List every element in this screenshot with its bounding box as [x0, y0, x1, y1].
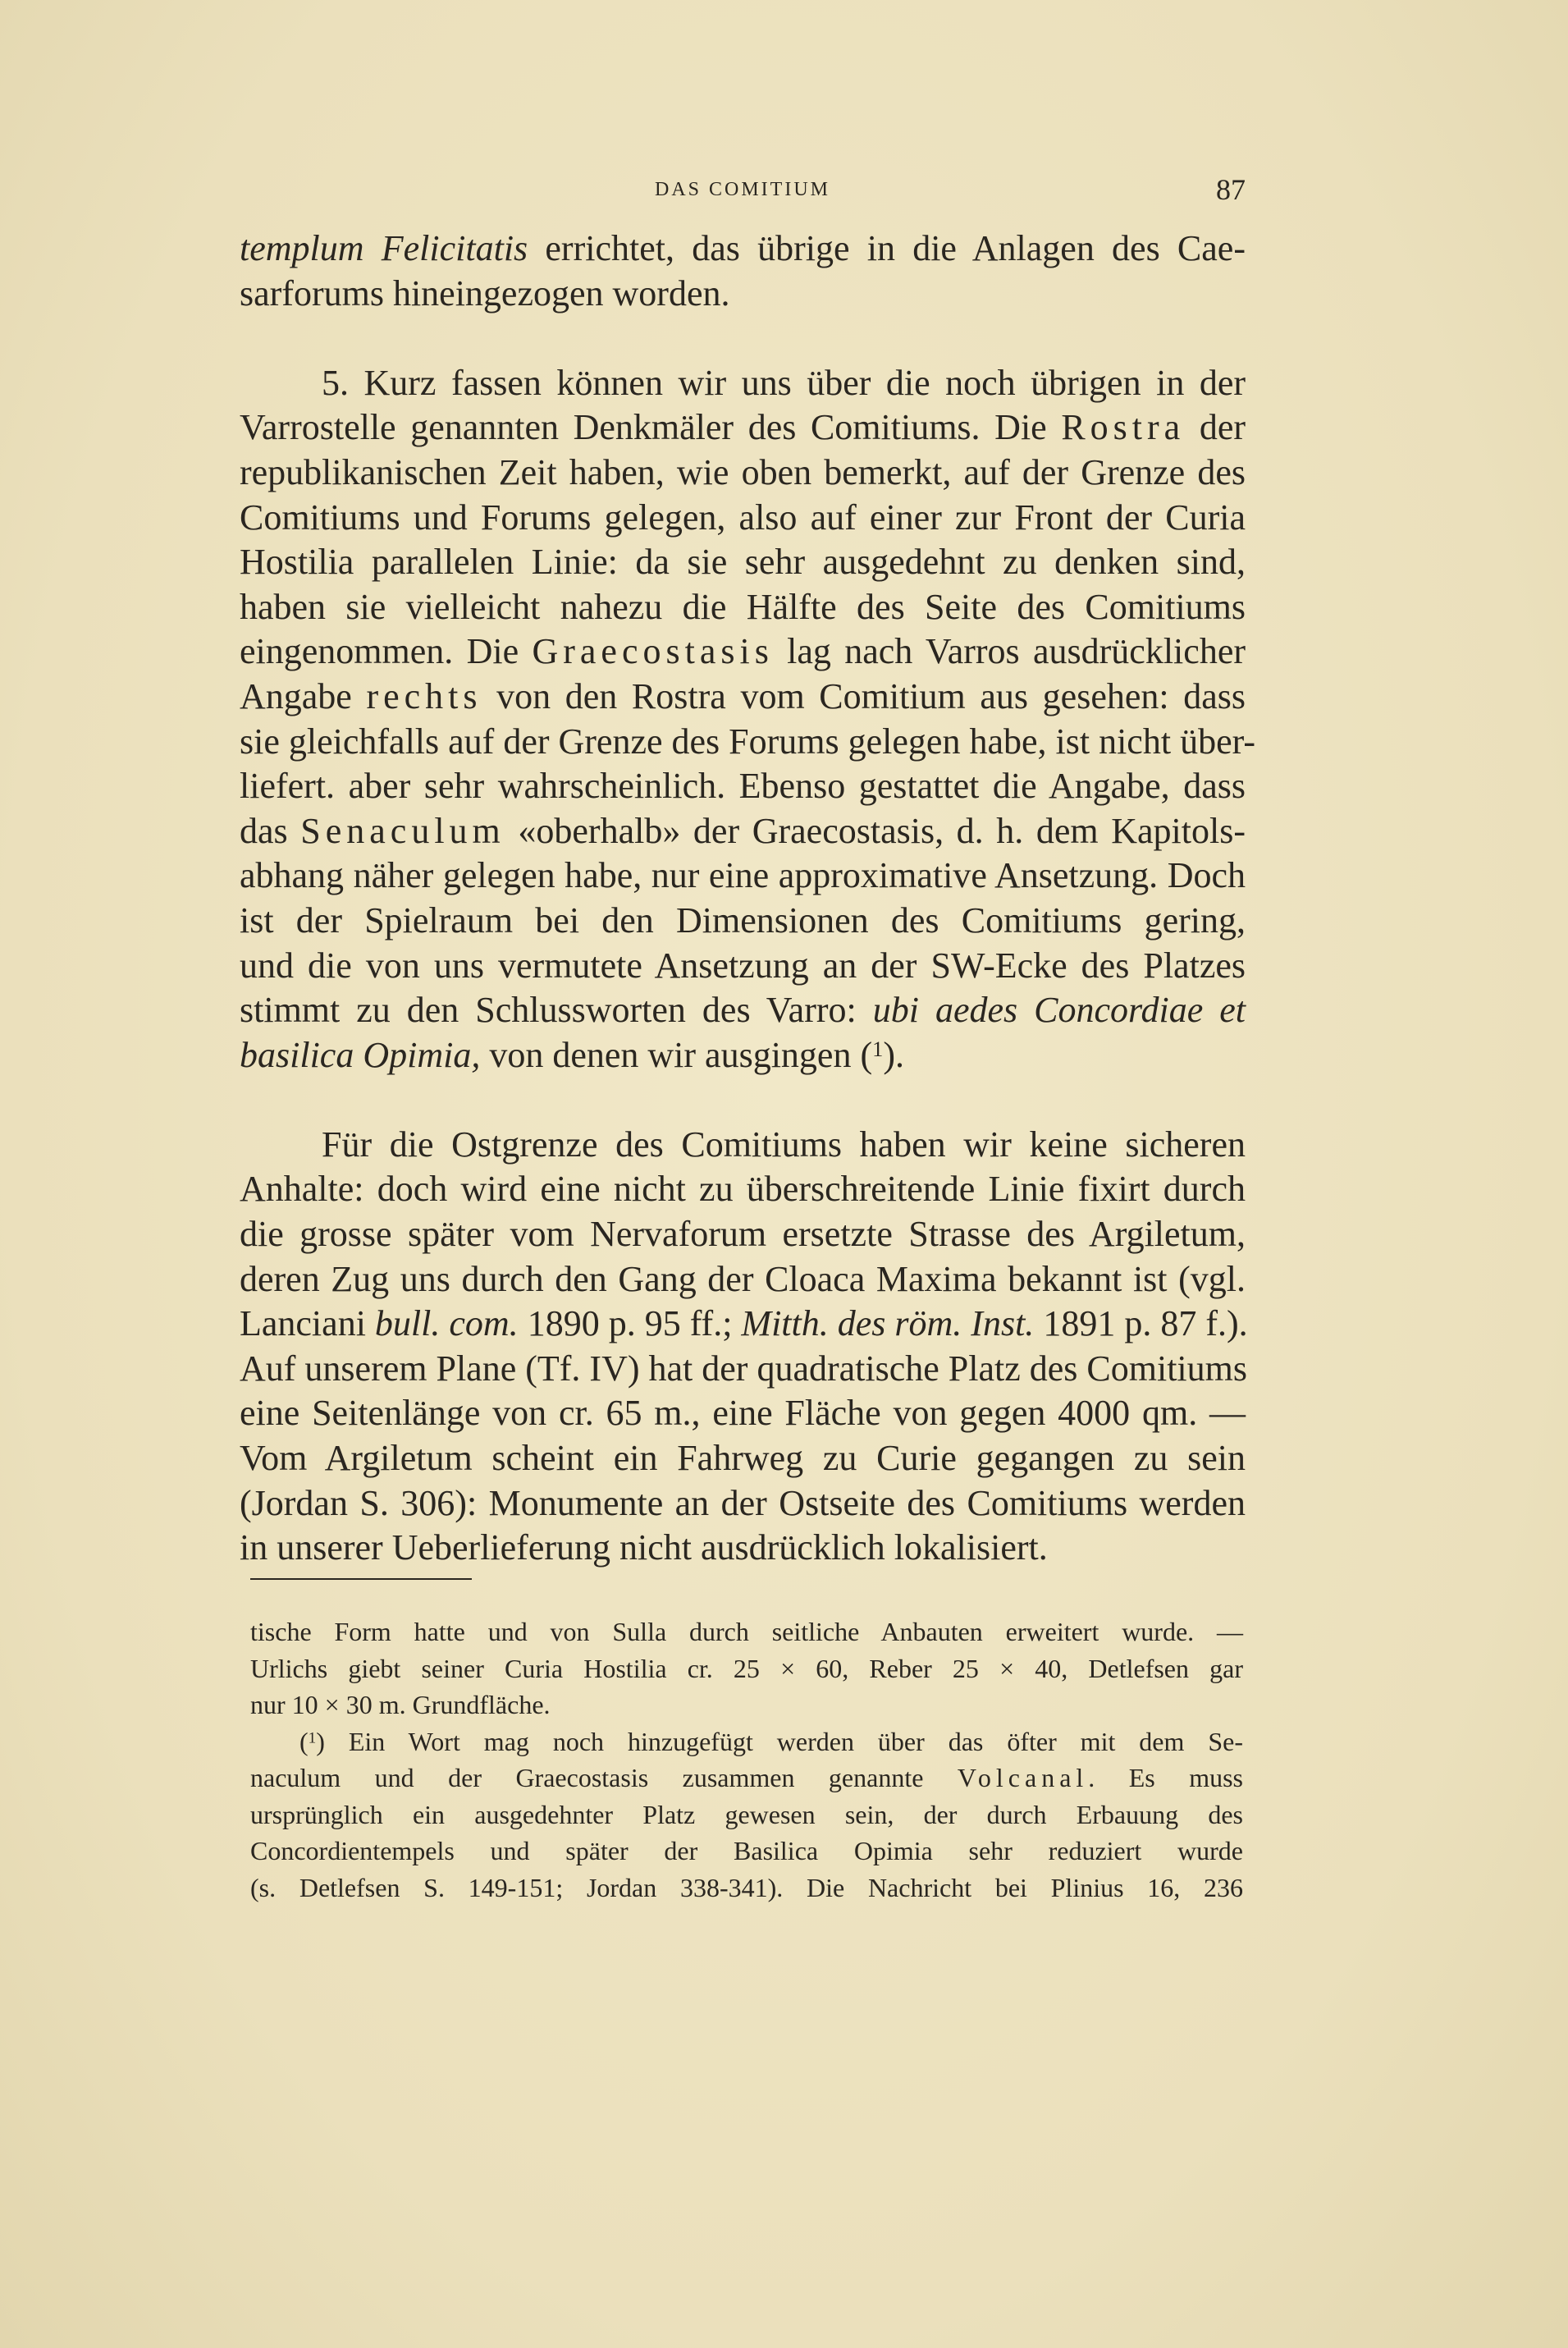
text-line: [240, 629, 1246, 675]
text-span: ).: [883, 1034, 904, 1075]
footnote-line: tische Form hatte und von Sulla durch seitliche Anbauten erweitert wurde. —: [250, 1617, 1243, 1646]
text-line: Für die Ostgrenze des Comitiums haben wir keine sicheren: [322, 1124, 1246, 1165]
running-head: DAS COMITIUM: [654, 179, 830, 200]
text-line: Hostilia parallelen Linie: da sie sehr ausgedehnt zu denken sind,: [240, 542, 1246, 583]
spaced-term: Senaculum: [300, 810, 505, 851]
text-line: sie gleichfalls auf der Grenze des Forums gelegen habe, ist nicht über-: [240, 721, 1256, 762]
text-line: 5. Kurz fassen können wir uns über die noch übrigen in der: [322, 362, 1246, 403]
footnote-line: ($^1$) Ein Wort mag noch hinzugefügt werden über das öfter mit dem Se-: [299, 1726, 1243, 1756]
text-span: Angabe: [240, 675, 367, 716]
text-span: lag nach Varros ausdrücklicher: [773, 631, 1246, 672]
text-span: das: [240, 810, 301, 851]
text-line: [240, 1033, 1246, 1078]
spaced-term: Graecostasis: [532, 631, 774, 672]
text-line: republikanischen Zeit haben, wie oben bemerkt, auf der Grenze des: [240, 451, 1246, 492]
text-span: stimmt zu den Schlussworten des Varro:: [240, 990, 873, 1031]
text-line: Vom Argiletum scheint ein Fahrweg zu Curie gegangen zu sein: [240, 1438, 1246, 1479]
text-line: Comitiums und Forums gelegen, also auf einer zur Front der Curia: [240, 497, 1246, 538]
italic-phrase: Mitth. des röm. Inst.: [741, 1303, 1035, 1344]
italic-phrase: templum Felicitatis: [240, 228, 528, 268]
text-span: Ein Wort mag noch hinzugefügt werden über das öfter mit dem Se-: [324, 1726, 1243, 1756]
text-span: naculum und der Graecostasis zusammen genannte: [250, 1763, 958, 1792]
page-header: [240, 173, 1246, 212]
text-span: der: [1185, 407, 1246, 448]
text-line: abhang näher gelegen habe, nur eine approximative Ansetzung. Doch: [240, 855, 1246, 896]
footnote-ref[interactable]: 1: [872, 1036, 884, 1061]
text-line: Anhalte: doch wird eine nicht zu überschreitende Linie fixirt durch: [240, 1169, 1246, 1210]
text-line: [240, 227, 1246, 272]
text-line: [240, 988, 1246, 1033]
page-number: 87: [1216, 173, 1246, 206]
text-line: Auf unserem Plane (Tf. IV) hat der quadratische Platz des Comitiums: [240, 1348, 1248, 1389]
footnote-line: ursprünglich ein ausgedehnter Platz gewesen sein, der durch Erbauung des: [250, 1799, 1243, 1829]
text-line: und die von uns vermutete Ansetzung an der SW-Ecke des Platzes: [240, 945, 1246, 986]
text-line: sarforums hineingezogen worden.: [240, 272, 730, 314]
text-line: [240, 809, 1246, 854]
italic-phrase: ubi aedes Concordiae et: [872, 990, 1246, 1031]
text-span: Varrostelle genannten Denkmäler des Comitiums. Die: [240, 407, 1062, 448]
footnote-line: (s. Detlefsen S. 149-151; Jordan 338-341). Die Nachricht bei Plinius 16, 236: [250, 1872, 1243, 1902]
italic-phrase: bull. com.: [374, 1303, 519, 1344]
text-line: [240, 405, 1246, 451]
main-text: [240, 227, 1256, 1571]
text-span: 1890 p. 95 ff.;: [518, 1303, 742, 1344]
text-span: errichtet, das übrige in die Anlagen des Cae-: [528, 228, 1246, 268]
spaced-term: Volcanal: [957, 1763, 1089, 1792]
text-span: 1891 p. 87 f.).: [1034, 1303, 1248, 1344]
footnote-line: Concordientempels und später der Basilica Opimia sehr reduziert wurde: [250, 1836, 1243, 1865]
italic-phrase: basilica Opimia,: [240, 1034, 481, 1075]
paragraph-gap: [240, 1078, 1246, 1123]
text-span: Lanciani: [240, 1303, 375, 1344]
text-line: [240, 675, 1246, 720]
spaced-term: rechts: [366, 675, 482, 716]
text-line: (Jordan S. 306): Monumente an der Ostseite des Comitiums werden: [240, 1482, 1246, 1523]
footnotes: [250, 1613, 1243, 1906]
text-line: die grosse später vom Nervaforum ersetzte Strasse des Argiletum,: [240, 1214, 1246, 1255]
text-span: . Es muss: [1088, 1763, 1244, 1792]
footnote-line: Urlichs giebt seiner Curia Hostilia cr. 25 × 60, Reber 25 × 40, Detlefsen gar: [250, 1653, 1243, 1683]
footnote-marker: 1: [308, 1728, 317, 1746]
footnote-divider: [250, 1578, 472, 1580]
text-line: eine Seitenlänge von cr. 65 m., eine Fläche von gegen 4000 qm. —: [240, 1393, 1246, 1434]
footnote-line: [250, 1760, 1243, 1796]
paragraph-gap: [240, 316, 1246, 361]
text-line: liefert. aber sehr wahrscheinlich. Ebenso gestattet die Angabe, dass: [240, 766, 1246, 807]
text-span: von denen wir ausgingen (: [480, 1034, 873, 1075]
footnote-line: nur 10 × 30 m. Grundfläche.: [250, 1690, 551, 1719]
text-line: haben sie vielleicht nahezu die Hälfte des Seite des Comitiums: [240, 586, 1246, 627]
text-line: ist der Spielraum bei den Dimensionen des Comitiums gering,: [240, 899, 1246, 941]
text-line: deren Zug uns durch den Gang der Cloaca Maxima bekannt ist (vgl.: [240, 1258, 1246, 1299]
text-line: in unserer Ueberlieferung nicht ausdrücklich lokalisiert.: [240, 1527, 1048, 1568]
text-span: von den Rostra vom Comitium aus gesehen: dass: [482, 675, 1246, 716]
text-span: eingenommen. Die: [240, 631, 533, 672]
spaced-term: Rostra: [1061, 407, 1186, 448]
text-line: [240, 1302, 1246, 1347]
text-span: «oberhalb» der Graecostasis, d. h. dem Kapitols-: [505, 810, 1246, 851]
